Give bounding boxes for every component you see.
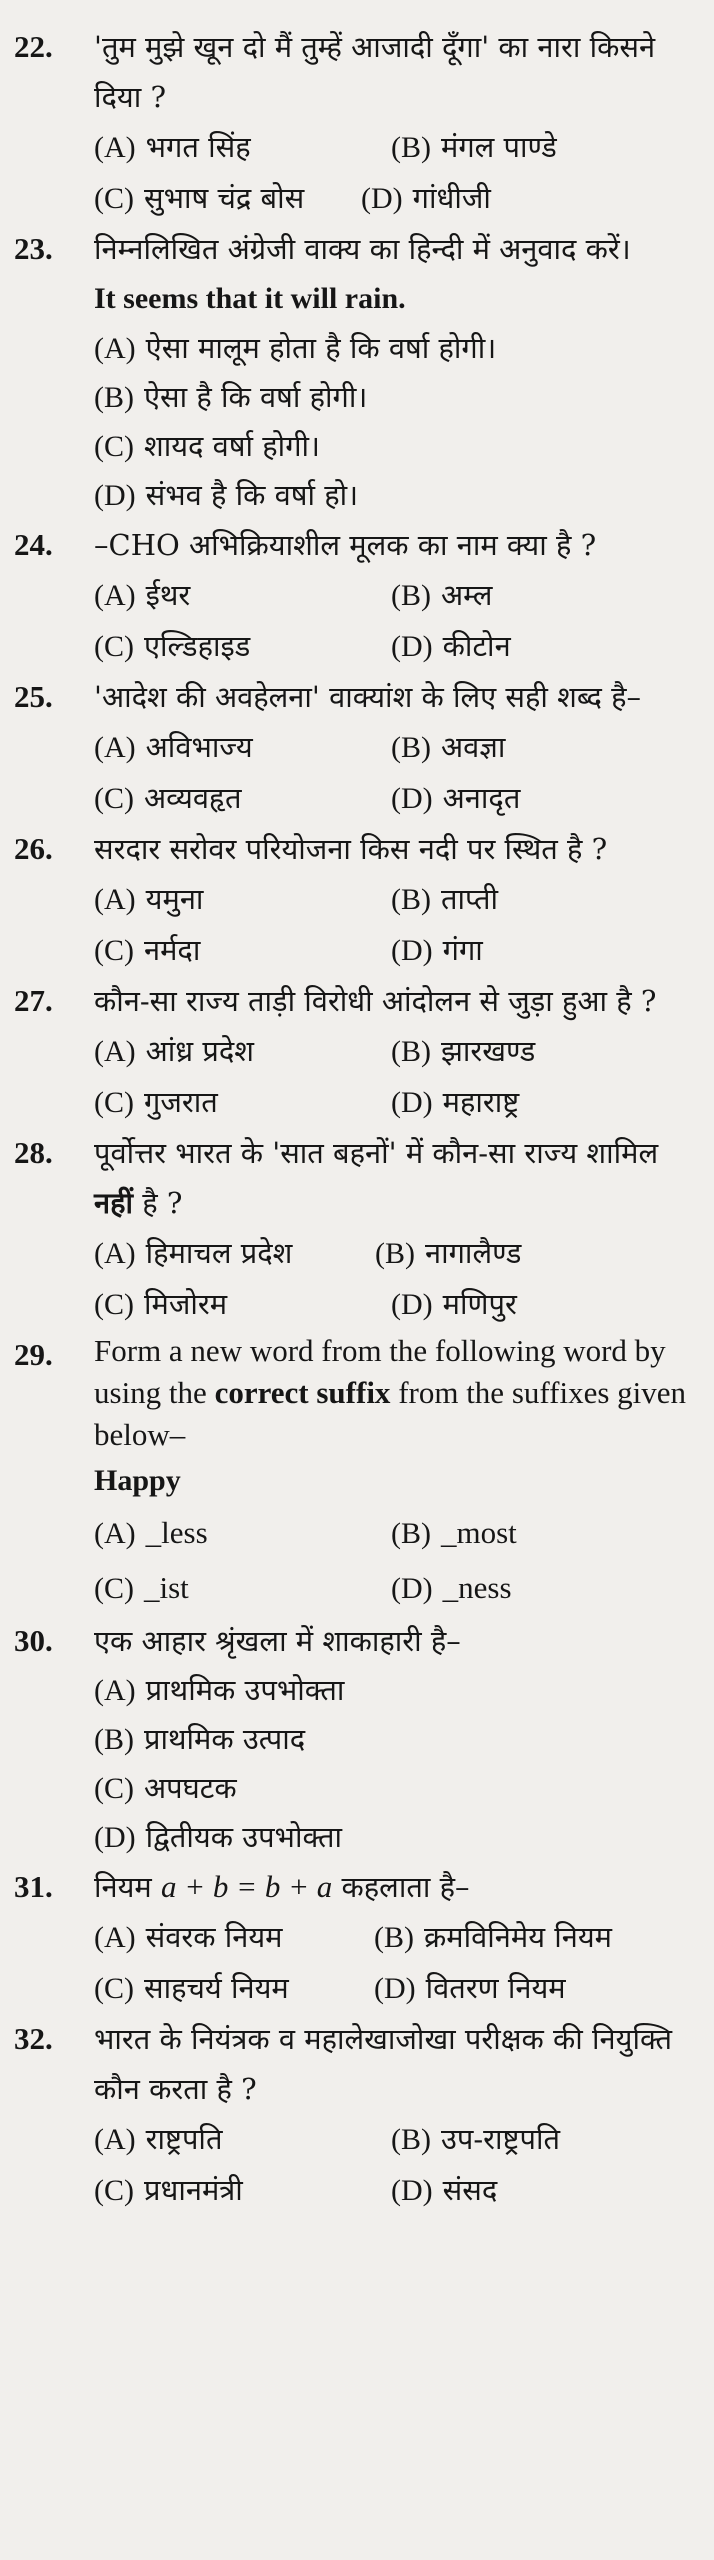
option-a[interactable] bbox=[94, 570, 391, 621]
option-label: (B) bbox=[391, 1035, 431, 1068]
question-23 bbox=[14, 224, 706, 520]
option-text: महाराष्ट्र bbox=[442, 1085, 520, 1119]
option-c[interactable] bbox=[94, 1963, 374, 2014]
option-text: एल्डिहाइड bbox=[144, 629, 251, 663]
option-b[interactable] bbox=[374, 1912, 706, 1963]
option-c[interactable] bbox=[94, 773, 391, 824]
option-text: साहचर्य नियम bbox=[144, 1971, 289, 2005]
option-text: ऐसा मालूम होता है कि वर्षा होगी। bbox=[145, 331, 497, 365]
option-text: _ness bbox=[442, 1570, 512, 1605]
option-text: _ist bbox=[144, 1570, 189, 1605]
question-text: निम्नलिखित अंग्रेजी वाक्य का हिन्दी में अनुवाद करें। bbox=[94, 232, 631, 266]
option-c[interactable] bbox=[94, 173, 391, 224]
options-list bbox=[94, 1666, 706, 1862]
option-c[interactable] bbox=[94, 422, 706, 471]
option-label: (A) bbox=[94, 883, 136, 916]
option-text: गुजरात bbox=[144, 1085, 218, 1119]
option-label: (A) bbox=[94, 731, 136, 764]
question-text bbox=[94, 1128, 706, 1228]
option-label: (C) bbox=[94, 1972, 134, 2005]
option-label: (C) bbox=[94, 182, 134, 215]
option-b[interactable] bbox=[391, 2114, 706, 2165]
option-text: भगत सिंह bbox=[145, 130, 251, 164]
option-text: अपघटक bbox=[144, 1771, 237, 1805]
question-text-part: नियम bbox=[94, 1870, 161, 1904]
option-c[interactable] bbox=[94, 925, 391, 976]
option-text: यमुना bbox=[145, 882, 204, 916]
option-label: (D) bbox=[361, 182, 403, 215]
option-c[interactable] bbox=[94, 1561, 391, 1616]
question-number: 24. bbox=[14, 527, 53, 562]
question-24 bbox=[14, 520, 706, 672]
option-d[interactable] bbox=[391, 1279, 706, 1330]
question-text: –CHO अभिक्रियाशील मूलक का नाम क्या है ? bbox=[94, 528, 597, 562]
option-d[interactable] bbox=[94, 471, 706, 520]
options-grid bbox=[94, 122, 706, 224]
option-a[interactable] bbox=[94, 722, 391, 773]
question-number: 29. bbox=[14, 1337, 53, 1372]
option-b[interactable] bbox=[391, 1026, 706, 1077]
question-text-emphasis: नहीं bbox=[94, 1186, 134, 1220]
question-text-part: कहलाता है– bbox=[332, 1870, 470, 1904]
option-label: (C) bbox=[94, 630, 134, 663]
option-b[interactable] bbox=[94, 1715, 706, 1764]
question-32 bbox=[14, 2014, 706, 2216]
option-text: द्वितीयक उपभोक्ता bbox=[145, 1820, 343, 1854]
option-label: (A) bbox=[94, 1517, 136, 1550]
question-text: भारत के नियंत्रक व महालेखाजोखा परीक्षक की नियुक्ति कौन करता है ? bbox=[94, 2022, 673, 2106]
option-text: ताप्ती bbox=[441, 882, 499, 916]
option-d[interactable] bbox=[391, 1561, 706, 1616]
options-grid bbox=[94, 1912, 706, 2014]
question-27 bbox=[14, 976, 706, 1128]
option-label: (B) bbox=[391, 1517, 431, 1550]
option-text: _most bbox=[441, 1515, 517, 1550]
option-label: (D) bbox=[391, 782, 433, 815]
option-d[interactable] bbox=[391, 1077, 706, 1128]
option-a[interactable] bbox=[94, 1506, 391, 1561]
question-number: 30. bbox=[14, 1623, 53, 1658]
option-text: राष्ट्रपति bbox=[145, 2122, 223, 2156]
option-label: (C) bbox=[94, 430, 134, 463]
base-word: Happy bbox=[94, 1464, 181, 1497]
option-text: कीटोन bbox=[442, 629, 511, 663]
option-label: (B) bbox=[391, 2123, 431, 2156]
option-b[interactable] bbox=[391, 570, 706, 621]
option-text: ऐसा है कि वर्षा होगी। bbox=[144, 380, 368, 414]
question-28 bbox=[14, 1128, 706, 1330]
option-b[interactable] bbox=[391, 722, 706, 773]
question-text bbox=[94, 1862, 706, 1912]
math-expression: a + b = b + a bbox=[161, 1869, 333, 1904]
option-label: (D) bbox=[391, 1086, 433, 1119]
question-25 bbox=[14, 672, 706, 824]
option-label: (D) bbox=[391, 934, 433, 967]
question-text-part: Form a new word from the following word by using the bbox=[94, 1333, 666, 1410]
question-number: 22. bbox=[14, 29, 53, 64]
option-label: (D) bbox=[94, 479, 136, 512]
option-text: आंध्र प्रदेश bbox=[145, 1034, 254, 1068]
option-a[interactable] bbox=[94, 324, 706, 373]
option-label: (A) bbox=[94, 131, 136, 164]
english-sentence: It seems that it will rain. bbox=[94, 282, 406, 315]
question-number: 25. bbox=[14, 679, 53, 714]
question-text: सरदार सरोवर परियोजना किस नदी पर स्थित है ? bbox=[94, 832, 608, 866]
options-grid bbox=[94, 874, 706, 976]
option-c[interactable] bbox=[94, 621, 391, 672]
option-label: (D) bbox=[391, 1288, 433, 1321]
option-label: (D) bbox=[94, 1821, 136, 1854]
option-label: (B) bbox=[374, 1921, 414, 1954]
option-text: अविभाज्य bbox=[145, 730, 253, 764]
option-c[interactable] bbox=[94, 1077, 391, 1128]
question-number: 32. bbox=[14, 2021, 53, 2056]
option-label: (C) bbox=[94, 1288, 134, 1321]
option-a[interactable] bbox=[94, 1026, 391, 1077]
option-text: नर्मदा bbox=[144, 933, 201, 967]
option-a[interactable] bbox=[94, 1666, 706, 1715]
option-label: (C) bbox=[94, 1086, 134, 1119]
option-a[interactable] bbox=[94, 1912, 374, 1963]
option-text: _less bbox=[145, 1515, 208, 1550]
option-label: (A) bbox=[94, 1035, 136, 1068]
question-number: 26. bbox=[14, 831, 53, 866]
option-a[interactable] bbox=[94, 1228, 391, 1279]
option-b[interactable] bbox=[375, 1228, 706, 1279]
option-label: (A) bbox=[94, 1921, 136, 1954]
option-label: (C) bbox=[94, 782, 134, 815]
option-label: (D) bbox=[391, 630, 433, 663]
option-b[interactable] bbox=[94, 373, 706, 422]
option-label: (A) bbox=[94, 1674, 136, 1707]
option-label: (A) bbox=[94, 1237, 136, 1270]
option-d[interactable] bbox=[391, 773, 706, 824]
question-text-part: पूर्वोत्तर भारत के 'सात बहनों' में कौन-सा राज्य शामिल bbox=[94, 1136, 659, 1170]
option-text: अव्यवहृत bbox=[144, 781, 242, 815]
option-d[interactable] bbox=[94, 1813, 706, 1862]
option-text: सुभाष चंद्र बोस bbox=[144, 181, 305, 215]
option-text: संभव है कि वर्षा हो। bbox=[145, 478, 359, 512]
question-number: 23. bbox=[14, 231, 53, 266]
option-b[interactable] bbox=[391, 1506, 706, 1561]
option-label: (B) bbox=[391, 579, 431, 612]
options-grid bbox=[94, 1506, 706, 1616]
option-label: (D) bbox=[374, 1972, 416, 2005]
option-label: (B) bbox=[391, 883, 431, 916]
option-text: शायद वर्षा होगी। bbox=[144, 429, 321, 463]
option-label: (B) bbox=[391, 731, 431, 764]
option-text: मणिपुर bbox=[442, 1287, 517, 1321]
option-a[interactable] bbox=[94, 2114, 391, 2165]
option-text: संवरक नियम bbox=[145, 1920, 283, 1954]
option-text: संसद bbox=[442, 2173, 498, 2207]
option-text: प्राथमिक उपभोक्ता bbox=[145, 1673, 345, 1707]
option-text: प्रधानमंत्री bbox=[144, 2173, 243, 2207]
option-d[interactable] bbox=[391, 925, 706, 976]
option-d[interactable] bbox=[391, 621, 706, 672]
option-label: (A) bbox=[94, 2123, 136, 2156]
option-label: (A) bbox=[94, 579, 136, 612]
option-text: प्राथमिक उत्पाद bbox=[144, 1722, 306, 1756]
options-grid bbox=[94, 570, 706, 672]
option-text: झारखण्ड bbox=[441, 1034, 536, 1068]
option-text: गंगा bbox=[442, 933, 483, 967]
option-text: अवज्ञा bbox=[441, 730, 506, 764]
option-label: (D) bbox=[391, 1572, 433, 1605]
option-text: हिमाचल प्रदेश bbox=[145, 1236, 293, 1270]
option-c[interactable] bbox=[94, 1764, 706, 1813]
question-22 bbox=[14, 22, 706, 224]
options-grid bbox=[94, 1026, 706, 1128]
question-26 bbox=[14, 824, 706, 976]
option-label: (B) bbox=[391, 131, 431, 164]
option-text: मिजोरम bbox=[144, 1287, 228, 1321]
option-d[interactable] bbox=[391, 2165, 706, 2216]
option-label: (B) bbox=[94, 1723, 134, 1756]
option-text: वितरण नियम bbox=[425, 1971, 566, 2005]
option-c[interactable] bbox=[94, 2165, 391, 2216]
option-label: (C) bbox=[94, 2174, 134, 2207]
options-grid bbox=[94, 1228, 706, 1330]
option-text: उप-राष्ट्रपति bbox=[441, 2122, 560, 2156]
question-text bbox=[94, 1330, 706, 1456]
option-d[interactable] bbox=[374, 1963, 706, 2014]
options-grid bbox=[94, 2114, 706, 2216]
options-list bbox=[94, 324, 706, 520]
option-label: (A) bbox=[94, 332, 136, 365]
question-number: 27. bbox=[14, 983, 53, 1018]
option-label: (B) bbox=[94, 381, 134, 414]
question-text-part: है ? bbox=[133, 1186, 183, 1220]
option-text: अम्ल bbox=[441, 578, 493, 612]
option-text: गांधीजी bbox=[412, 181, 491, 215]
question-text-part: from the suffixes given below– bbox=[94, 1375, 687, 1452]
question-text: 'तुम मुझे खून दो मैं तुम्हें आजादी दूँगा' का नारा किसने दिया ? bbox=[94, 30, 656, 114]
option-label: (D) bbox=[391, 2174, 433, 2207]
question-29 bbox=[14, 1330, 706, 1616]
option-text: अनादृत bbox=[442, 781, 521, 815]
option-label: (B) bbox=[375, 1237, 415, 1270]
option-a[interactable] bbox=[94, 122, 391, 173]
question-text: कौन-सा राज्य ताड़ी विरोधी आंदोलन से जुड़ा हुआ है ? bbox=[94, 984, 657, 1018]
options-grid bbox=[94, 722, 706, 824]
option-text: क्रमविनिमेय नियम bbox=[424, 1920, 613, 1954]
option-text: मंगल पाण्डे bbox=[441, 130, 557, 164]
question-text: एक आहार श्रृंखला में शाकाहारी है– bbox=[94, 1624, 461, 1658]
option-c[interactable] bbox=[94, 1279, 391, 1330]
question-text-emphasis: correct suffix bbox=[214, 1375, 391, 1410]
option-a[interactable] bbox=[94, 874, 391, 925]
option-text: ईथर bbox=[145, 578, 191, 612]
option-label: (C) bbox=[94, 1572, 134, 1605]
question-number: 31. bbox=[14, 1869, 53, 1904]
option-label: (C) bbox=[94, 934, 134, 967]
option-label: (C) bbox=[94, 1772, 134, 1805]
question-31 bbox=[14, 1862, 706, 2014]
option-d[interactable] bbox=[361, 173, 706, 224]
question-number: 28. bbox=[14, 1135, 53, 1170]
option-text: नागालैण्ड bbox=[425, 1236, 522, 1270]
question-text: 'आदेश की अवहेलना' वाक्यांश के लिए सही शब्द है– bbox=[94, 680, 642, 714]
option-b[interactable] bbox=[391, 874, 706, 925]
question-30 bbox=[14, 1616, 706, 1862]
option-b[interactable] bbox=[391, 122, 706, 173]
